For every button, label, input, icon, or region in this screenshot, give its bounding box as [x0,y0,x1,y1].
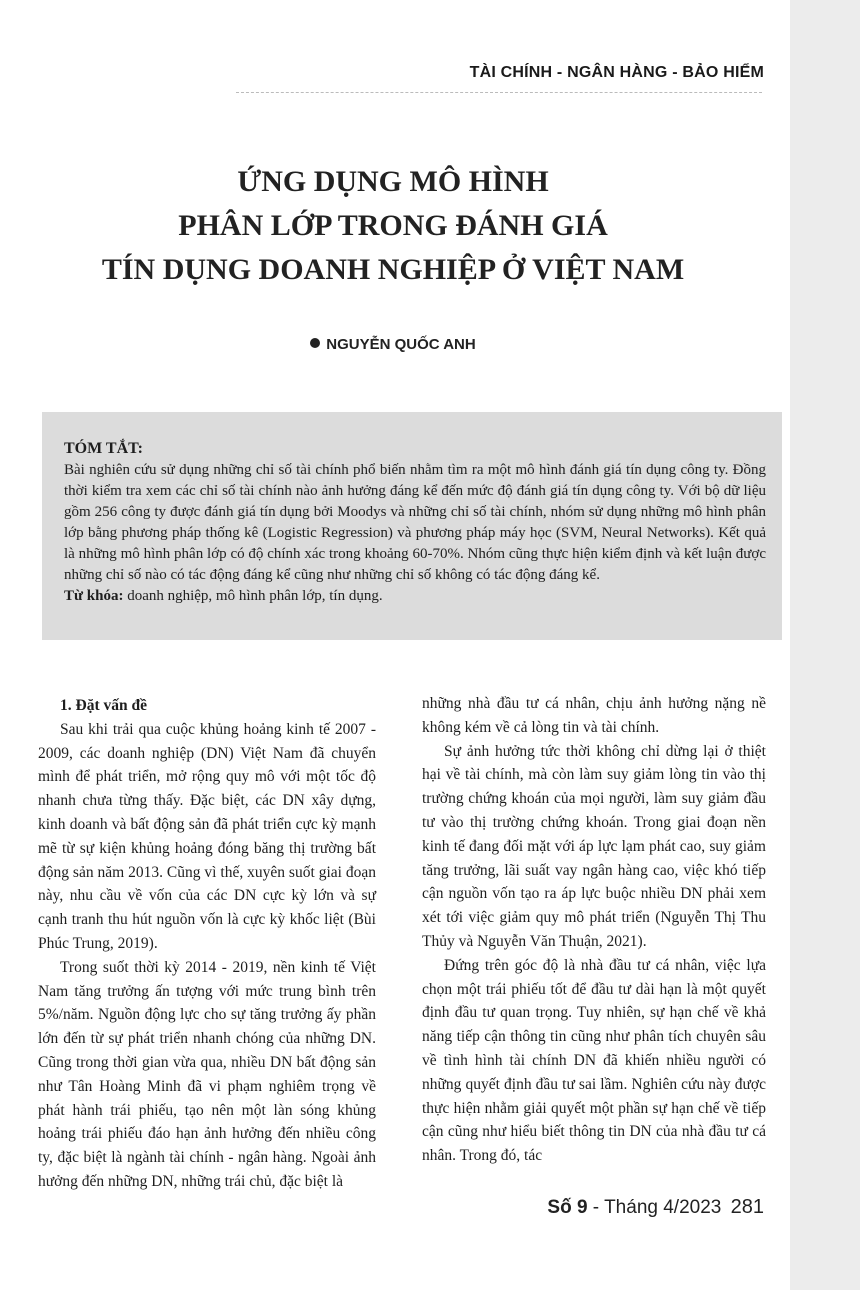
paragraph: Sau khi trải qua cuộc khủng hoảng kinh tế 2007 - 2009, các doanh nghiệp (DN) Việt Nam đã chuyển mình để phát triển, mở rộng quy mô với một tốc độ nhanh chưa từng thấy. Đặc biệt, các DN xây dựng, kinh doanh và bất động sản đã phát triển cực kỳ mạnh mẽ từ sự kiện khủng hoảng đóng băng thị trường bất động sản năm 2013. Cũng vì thế, xuyên suốt giai đoạn này, nhu cầu về vốn của các DN cực kỳ lớn và sự cạnh tranh thu hút nguồn vốn là cực kỳ khốc liệt (Bùi Phúc Trung, 2019). [38,720,376,952]
page-edge-shade [790,0,860,1290]
keywords-line [64,586,766,607]
paragraph: Sự ảnh hưởng tức thời không chỉ dừng lại ở thiệt hại về tài chính, mà còn làm suy giảm lòng tin vào thị trường chứng khoán của mọi người, làm suy giảm đầu tư vào thị trường chứng khoán. Trong giai đoạn nền kinh tế đang đối mặt với áp lực lạm phát cao, suy giảm tăng trưởng, lãi suất vay ngân hàng cao, việc khó tiếp cận nguồn vốn tạo ra áp lực buộc nhiều DN phải xem xét tới việc giảm quy mô phát triển (Nguyễn Thị Thu Thủy và Nguyễn Văn Thuận, 2021). [422,742,766,950]
page-number: 281 [730,1196,764,1218]
author-name: NGUYỄN QUỐC ANH [326,336,476,353]
title-line-2: PHÂN LỚP TRONG ĐÁNH GIÁ [178,209,608,242]
header-rule [236,92,762,93]
right-column [422,692,766,1168]
issue-date: - Tháng 4/2023 [587,1197,722,1218]
running-header: TÀI CHÍNH - NGÂN HÀNG - BẢO HIỂM [469,64,764,81]
keywords-label: Từ khóa: [64,588,124,604]
paragraph: những nhà đầu tư cá nhân, chịu ảnh hưởng nặng nề không kém về cả lòng tin và tài chính. [422,695,766,736]
keywords-text: doanh nghiệp, mô hình phân lớp, tín dụng. [123,588,383,604]
paragraph: Đứng trên góc độ là nhà đầu tư cá nhân, việc lựa chọn một trái phiếu tốt để đầu tư dài hạn là một quyết định đầu tư quan trọng. Tuy nhiên, sự hạn chế về khả năng tiếp cận thông tin cũng như phân tích chuyên sâu về tình hình tài chính DN đã khiến nhiều người có những quyết định đầu tư sai lầm. Nghiên cứu này được thực hiện nhằm giải quyết một phần sự hạn chế về tiếp cận cũng như hiểu biết thông tin DN của nhà đầu tư cá nhân. Trong đó, tác [422,956,766,1165]
page-footer [547,1196,764,1219]
title-line-3: TÍN DỤNG DOANH NGHIỆP Ở VIỆT NAM [101,253,685,286]
abstract-box [42,412,782,640]
abstract-content [64,438,766,607]
paragraph: Trong suốt thời kỳ 2014 - 2019, nền kinh tế Việt Nam tăng trưởng ấn tượng với mức trung bình trên 5%/năm. Nguồn động lực cho sự tăng trưởng ấy phần lớn đến từ sự phát triển nhanh chóng của những DN. Cũng trong thời gian vừa qua, nhiều DN bất động sản như Tân Hoàng Minh đã vi phạm nghiêm trọng về phát hành trái phiếu, tạo nên một làn sóng khủng hoảng trái phiếu đáo hạn ảnh hưởng đến nhiều công ty, đặc biệt là ngành tài chính - ngân hàng. Ngoài ảnh hưởng đến những DN, những trái chủ, đặc biệt là [38,958,376,1190]
bullet-icon [310,338,320,348]
abstract-body: Bài nghiên cứu sử dụng những chỉ số tài chính phổ biến nhằm tìm ra một mô hình đánh giá tín dụng công ty. Đồng thời kiểm tra xem các chỉ số tài chính nào ảnh hưởng đáng kể đến mức độ đánh giá tín dụng công ty. Với bộ dữ liệu gồm 256 công ty được đánh giá tín dụng bởi Moodys và những chỉ số tài chính, nhóm sử dụng những mô hình phân lớp bằng phương pháp thống kê (Logistic Regression) và phương pháp máy học (SVM, Neural Networks). Kết quả là những mô hình phân lớp có độ chính xác trong khoảng 60-70%. Nhóm cũng thực hiện kiểm định và kết luận được những chỉ số nào có tác động đáng kể cũng như những chỉ số không có tác động đáng kể. [64,462,766,583]
author-line [0,336,786,353]
article-title [0,160,786,292]
left-column [38,694,376,1194]
abstract-heading: TÓM TẮT: [64,440,143,457]
issue-number: Số 9 [547,1197,588,1218]
title-line-1: ỨNG DỤNG MÔ HÌNH [237,165,549,198]
section-heading: 1. Đặt vấn đề [60,697,147,714]
